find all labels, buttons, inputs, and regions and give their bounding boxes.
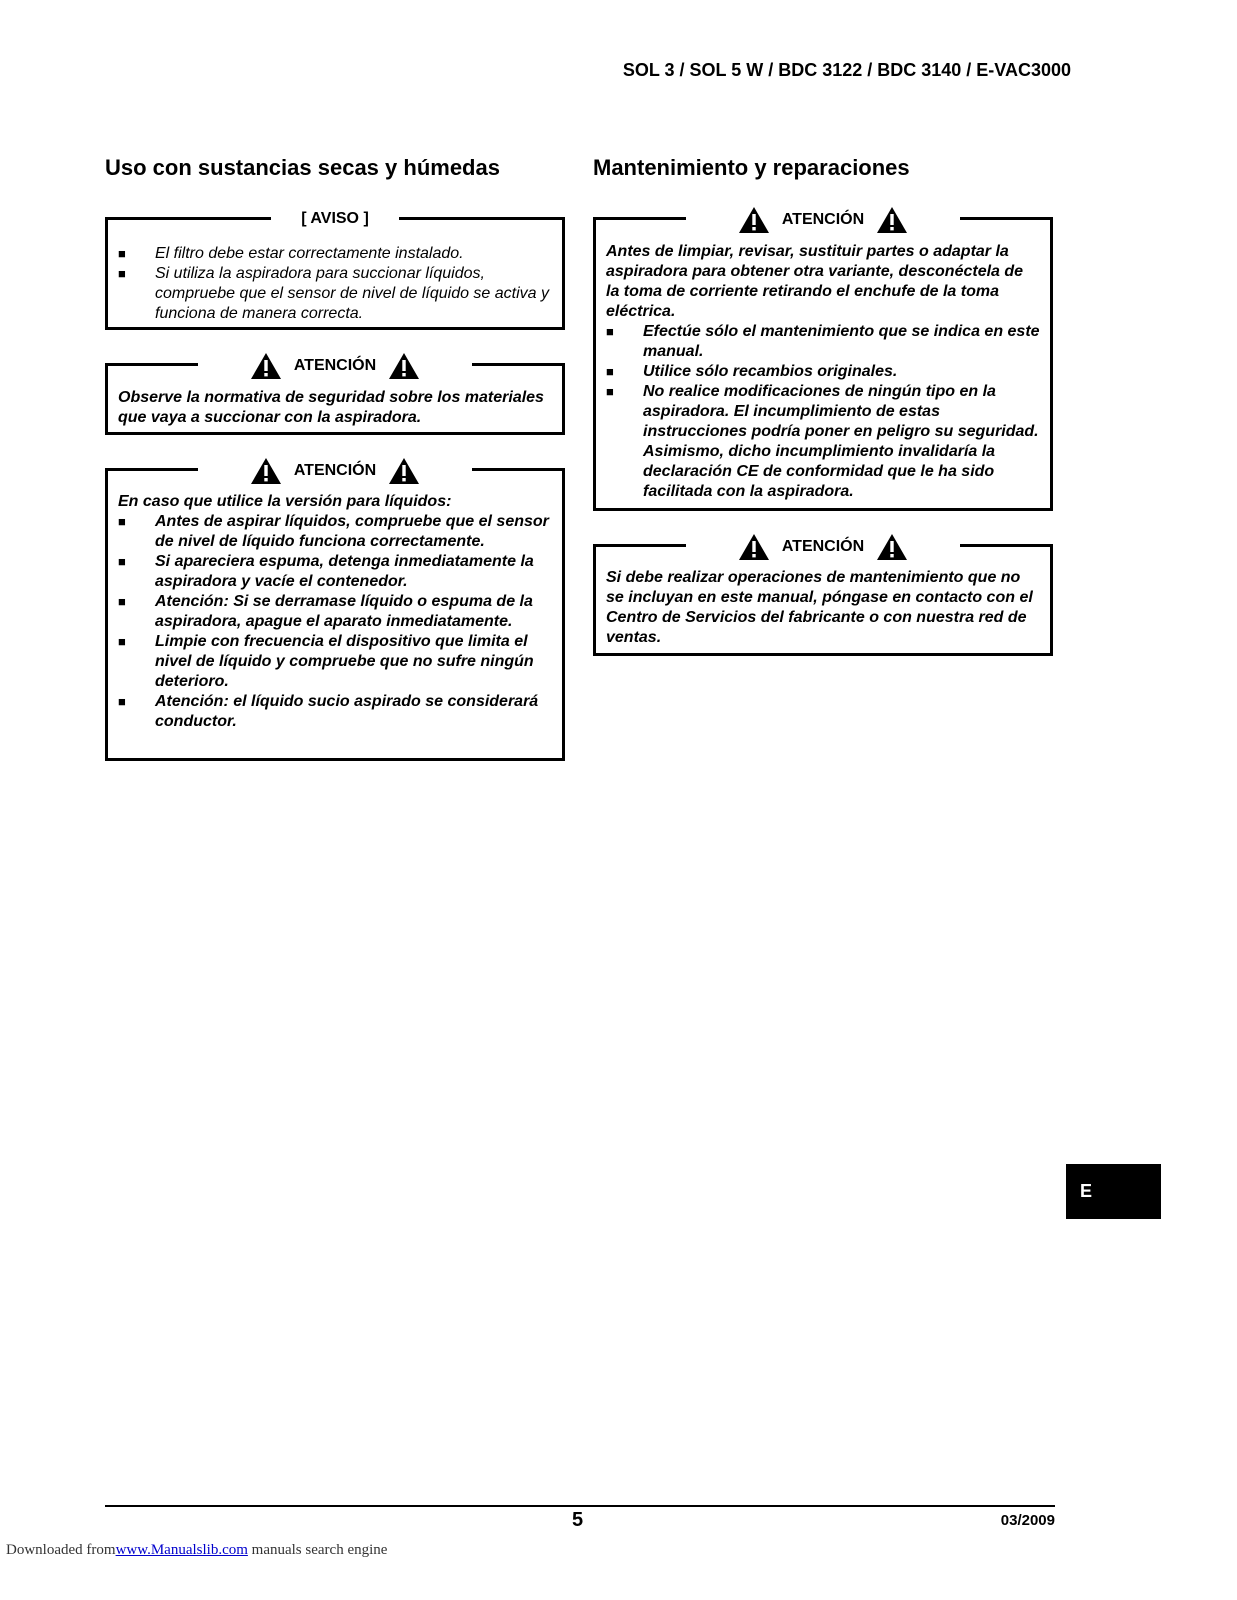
aviso-label: [ AVISO ] — [271, 206, 399, 232]
warning-icon — [876, 206, 908, 234]
atencion-box-materials — [105, 357, 565, 435]
footer-divider — [105, 1505, 1055, 1507]
document-header-title: SOL 3 / SOL 5 W / BDC 3122 / BDC 3140 / E-VAC3000 — [622, 60, 1071, 80]
atencion-list — [118, 512, 552, 732]
list-item: ■ Atención: Si se derramase líquido o espuma de la aspiradora, apague el aparato inmediatamente. — [118, 592, 552, 632]
warning-icon — [388, 457, 420, 485]
atencion-box-liquids — [105, 462, 565, 761]
aviso-list — [118, 244, 552, 324]
aviso-box — [105, 210, 565, 330]
atencion-label: ATENCIÓN — [293, 462, 377, 479]
manualslib-link[interactable]: www.Manualslib.com — [115, 1542, 248, 1558]
list-item: ■ Atención: el líquido sucio aspirado se considerará conductor. — [118, 692, 552, 732]
atencion-intro: Antes de limpiar, revisar, sustituir partes o adaptar la aspiradora para obtener otra variante, desconéctela de la toma de corriente retirando el enchufe de la toma eléctrica. — [606, 243, 1024, 320]
list-item: ■ No realice modificaciones de ningún tipo en la aspiradora. El incumplimiento de estas instrucciones podría poner en peligro su seguridad. Asimismo, dicho incumplimiento invalidaría la declaración CE de conformidad que le ha sido facilitada con la aspiradora. — [606, 382, 1040, 502]
list-item: ■ El filtro debe estar correctamente instalado. — [118, 244, 552, 264]
atencion-label: ATENCIÓN — [781, 211, 865, 228]
language-tab: E — [1066, 1164, 1161, 1219]
atencion-label: ATENCIÓN — [293, 357, 377, 374]
atencion-text: Observe la normativa de seguridad sobre los materiales que vaya a succionar con la aspiradora. — [118, 389, 544, 426]
atencion-box-maintenance — [593, 211, 1053, 511]
warning-icon — [388, 352, 420, 380]
atencion-text: Si debe realizar operaciones de mantenimiento que no se incluyan en este manual, póngase en contacto con el Centro de Servicios del fabricante o con nuestra red de ventas. — [606, 569, 1033, 646]
warning-icon — [876, 533, 908, 561]
page-number: 5 — [572, 1509, 584, 1531]
warning-icon — [738, 206, 770, 234]
list-item: ■ Utilice sólo recambios originales. — [606, 362, 1040, 382]
atencion-box-service — [593, 538, 1053, 656]
footer-date: 03/2009 — [1000, 1512, 1055, 1529]
atencion-label: ATENCIÓN — [781, 538, 865, 555]
section-title-uso: Uso con sustancias secas y húmedas — [105, 155, 500, 180]
list-item: ■ Si apareciera espuma, detenga inmediatamente la aspiradora y vacíe el contenedor. — [118, 552, 552, 592]
download-suffix: manuals search engine — [247, 1542, 388, 1558]
list-item: ■ Antes de aspirar líquidos, compruebe que el sensor de nivel de líquido funciona correctamente. — [118, 512, 552, 552]
download-prefix: Downloaded from — [6, 1542, 116, 1558]
warning-icon — [738, 533, 770, 561]
atencion-intro: En caso que utilice la versión para líquidos: — [118, 493, 452, 510]
list-item: ■ Efectúe sólo el mantenimiento que se indica en este manual. — [606, 322, 1040, 362]
warning-icon — [250, 457, 282, 485]
download-note — [6, 1542, 387, 1559]
section-title-mantenimiento: Mantenimiento y reparaciones — [593, 155, 910, 180]
list-item: ■ Si utiliza la aspiradora para succionar líquidos, compruebe que el sensor de nivel de líquido se activa y funciona de manera correcta. — [118, 264, 552, 324]
atencion-list — [606, 322, 1040, 502]
list-item: ■ Limpie con frecuencia el dispositivo que limita el nivel de líquido y compruebe que no sufre ningún deterioro. — [118, 632, 552, 692]
warning-icon — [250, 352, 282, 380]
